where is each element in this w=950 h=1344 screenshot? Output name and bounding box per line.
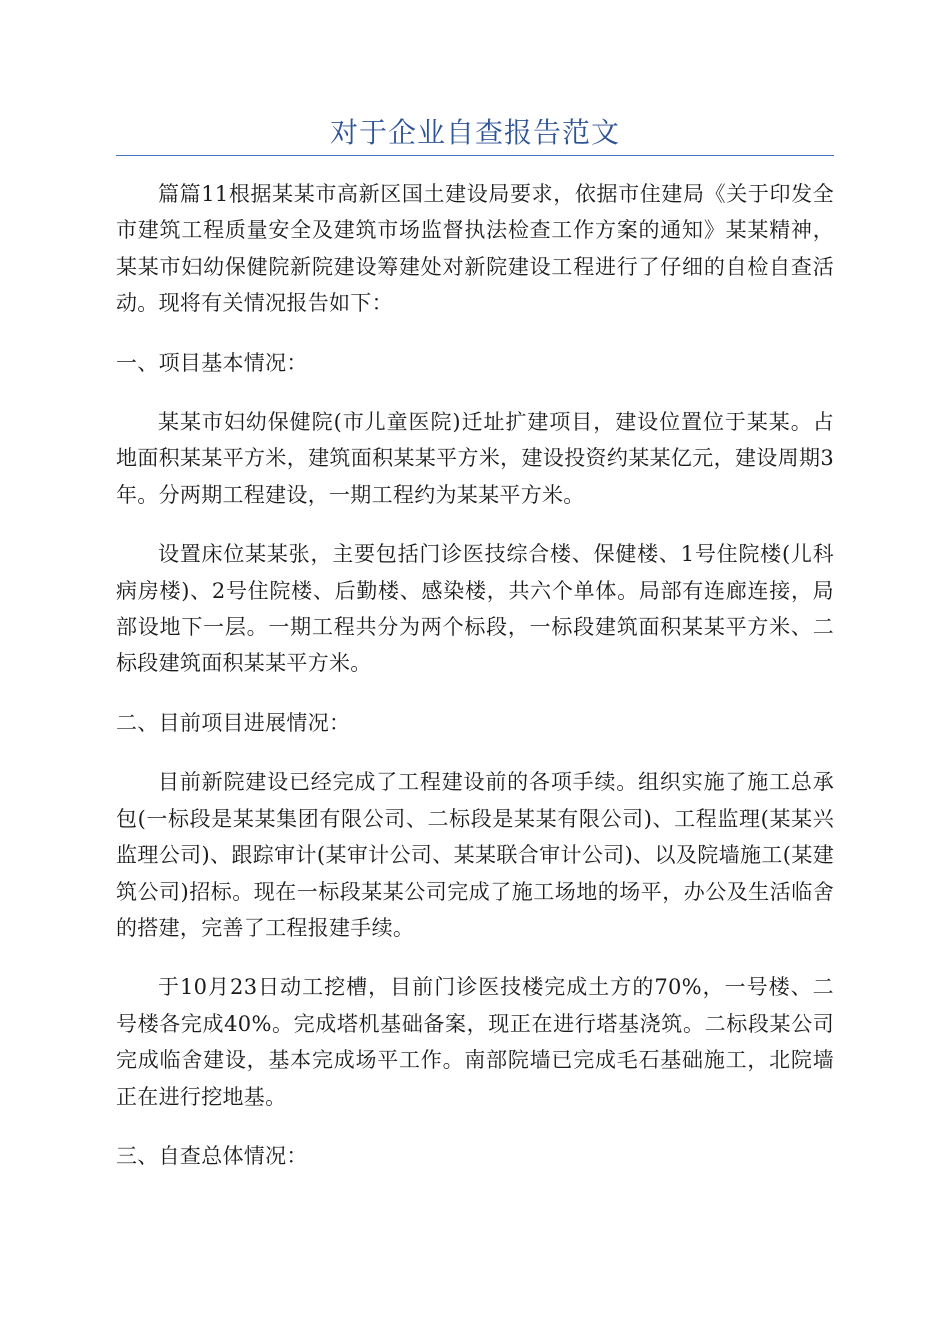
body-paragraph: 某某市妇幼保健院(市儿童医院)迁址扩建项目，建设位置位于某某。占地面积某某平方米，建筑面积某某平方米，建设投资约某某亿元，建设周期3年。分两期工程建设，一期工程约为某某平方米。	[116, 410, 834, 507]
body-paragraph: 目前新院建设已经完成了工程建设前的各项手续。组织实施了施工总承包(一标段是某某集团有限公司、二标段是某某有限公司)、工程监理(某某兴监理公司)、跟踪审计(某审计公司、某某联合审计公司)、以及院墙施工(某建筑公司)招标。现在一标段某某公司完成了施工场地的场平，办公及生活临舍的搭建，完善了工程报建手续。	[116, 770, 834, 940]
section-heading-1: 一、项目基本情况：	[116, 350, 308, 375]
body-paragraph: 设置床位某某张，主要包括门诊医技综合楼、保健楼、1号住院楼(儿科病房楼)、2号住院楼、后勤楼、感染楼，共六个单体。局部有连廊连接，局部设地下一层。一期工程共分为两个标段，一标段建筑面积某某平方米、二标段建筑面积某某平方米。	[116, 542, 834, 676]
intro-paragraph: 篇篇11根据某某市高新区国土建设局要求，依据市住建局《关于印发全市建筑工程质量安全及建筑市场监督执法检查工作方案的通知》某某精神，某某市妇幼保健院新院建设筹建处对新院建设工程进行了仔细的自检自查活动。现将有关情况报告如下：	[116, 182, 834, 316]
title-underline	[116, 155, 834, 156]
section-heading-3: 三、自查总体情况：	[116, 1143, 308, 1168]
body-paragraph: 于10月23日动工挖槽，目前门诊医技楼完成土方的70%，一号楼、二号楼各完成40%。完成塔机基础备案，现正在进行塔基浇筑。二标段某公司完成临舍建设，基本完成场平工作。南部院墙已完成毛石基础施工，北院墙正在进行挖地基。	[116, 975, 834, 1109]
document-title: 对于企业自查报告范文	[329, 116, 620, 149]
section-heading-2: 二、目前项目进展情况：	[116, 710, 351, 735]
document-body	[116, 176, 834, 1174]
